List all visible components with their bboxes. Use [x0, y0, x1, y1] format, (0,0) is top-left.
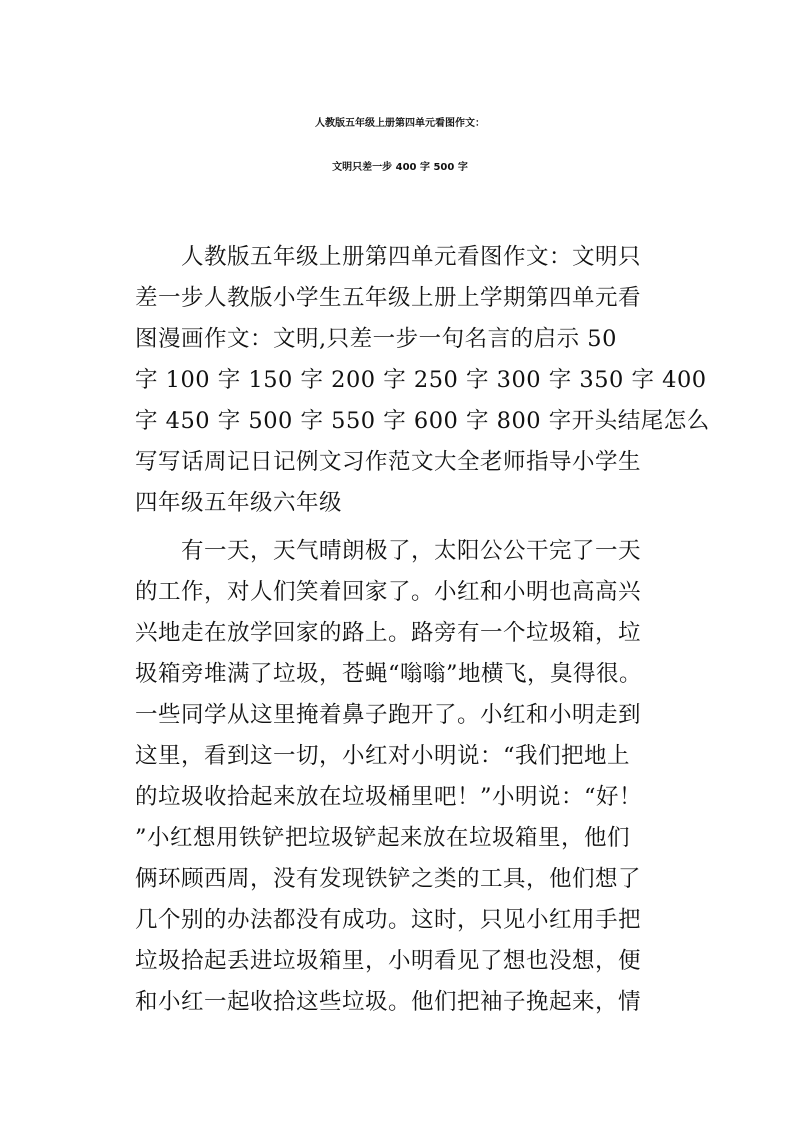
paragraph-1-line: 字 100 字 150 字 200 字 250 字 300 字 350 字 400	[135, 367, 707, 393]
paragraph-2-line: 俩环顾西周，没有发现铁铲之类的工具，他们想了	[135, 866, 642, 892]
paragraph-2-line: 有一天，天气晴朗极了，太阳公公干完了一天	[135, 538, 642, 564]
paragraph-1-line: 字 450 字 500 字 550 字 600 字 800 字开头结尾怎么	[135, 408, 710, 434]
paragraph-2-line: 几个别的办法都没有成功。这时，只见小红用手把	[135, 907, 642, 933]
paragraph-2-line: ”小红想用铁铲把垃圾铲起来放在垃圾箱里，他们	[135, 825, 631, 851]
paragraph-2-line: 和小红一起收拾这些垃圾。他们把袖子挽起来，情	[135, 989, 642, 1015]
paragraph-2-line: 的工作，对人们笑着回家了。小红和小明也高高兴	[135, 579, 642, 605]
paragraph-1-line: 四年级五年级六年级	[135, 490, 343, 516]
paragraph-1-line: 差一步人教版小学生五年级上册上学期第四单元看	[135, 285, 642, 311]
paragraph-2-line: 的垃圾收拾起来放在垃圾桶里吧！”小明说：“好！	[135, 784, 643, 810]
paragraph-1-line: 写写话周记日记例文习作范文大全老师指导小学生	[135, 449, 642, 475]
paragraph-2-line: 圾箱旁堆满了垃圾，苍蝇“嗡嗡”地横飞，臭得很。	[135, 661, 643, 687]
title-line-2: 文明只差一步 400 字 500 字	[332, 162, 468, 173]
paragraph-2-line: 垃圾拾起丢进垃圾箱里，小明看见了想也没想，便	[135, 948, 642, 974]
paragraph-1-line: 图漫画作文：文明,只差一步一句名言的启示 50	[135, 326, 617, 352]
paragraph-1-line: 人教版五年级上册第四单元看图作文：文明只	[135, 244, 642, 270]
paragraph-2-line: 一些同学从这里掩着鼻子跑开了。小红和小明走到	[135, 702, 642, 728]
title-line-1: 人教版五年级上册第四单元看图作文：	[315, 118, 485, 129]
paragraph-2-line: 这里，看到这一切，小红对小明说：“我们把地上	[135, 743, 631, 769]
paragraph-2-line: 兴地走在放学回家的路上。路旁有一个垃圾箱，垃	[135, 620, 642, 646]
